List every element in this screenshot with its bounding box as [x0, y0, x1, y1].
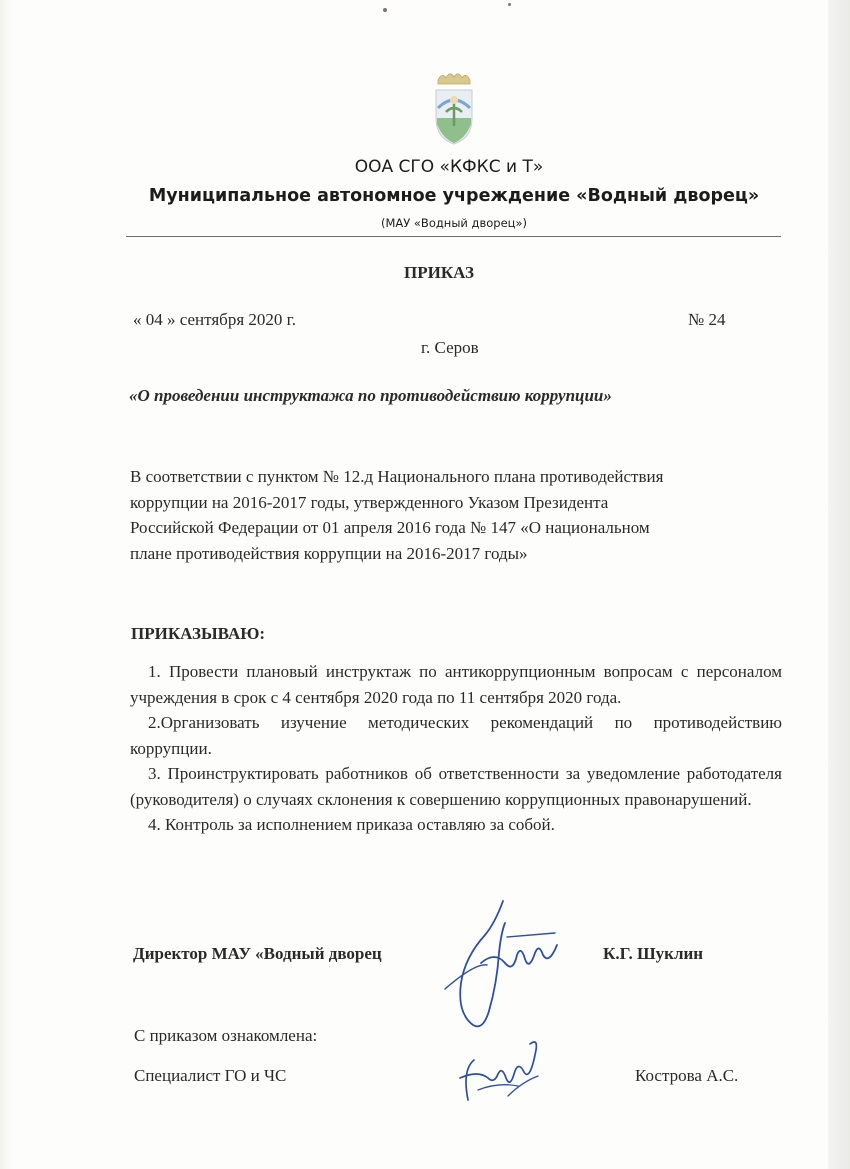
preamble-line: коррупции на 2016-2017 годы, утвержденного Указом Президента: [130, 492, 609, 512]
preamble-line: плане противодействия коррупции на 2016-2017 годы»: [130, 543, 528, 563]
order-heading: ПРИКАЗЫВАЮ:: [131, 624, 266, 643]
specialist-name: Кострова А.С.: [635, 1066, 739, 1085]
document-number: № 24: [688, 310, 726, 329]
scan-speck: [383, 8, 387, 12]
director-title: Директор МАУ «Водный дворец: [133, 944, 382, 963]
order-items: [130, 659, 782, 838]
organization-parent: ООА СГО «КФКС и Т»: [354, 157, 544, 177]
preamble-line: В соответствии с пунктом № 12.д Национального плана противодействия: [130, 467, 664, 486]
director-name: К.Г. Шуклин: [603, 944, 704, 963]
specialist-title: Специалист ГО и ЧС: [134, 1066, 287, 1085]
scan-speck: [508, 3, 511, 6]
order-item: 1. Провести плановый инструктаж по антикоррупционным вопросам с персоналом учреждения в срок с 4 сентября 2020 года по 11 сентября 2020 года.: [130, 662, 782, 707]
organization-short-name: (МАУ «Водный дворец»): [380, 216, 528, 230]
document-date: « 04 » сентября 2020 г.: [133, 310, 296, 329]
document-title: ПРИКАЗ: [404, 263, 474, 282]
order-item: 4. Контроль за исполнением приказа оставляю за собой.: [148, 815, 555, 834]
specialist-signature: [448, 1030, 548, 1110]
header-divider: [126, 236, 781, 237]
document-subject: «О проведении инструктажа по противодействию коррупции»: [129, 386, 612, 405]
organization-name: Муниципальное автономное учреждение «Водный дворец»: [148, 186, 760, 206]
order-item: 2.Организовать изучение методических рекомендаций по противодействию коррупции.: [130, 713, 782, 758]
coat-of-arms-icon: [428, 68, 480, 148]
director-signature: [425, 893, 585, 1038]
scan-edge-left: [0, 0, 12, 1169]
preamble: [130, 464, 770, 566]
acknowledgement-label: С приказом ознакомлена:: [134, 1026, 318, 1045]
document-city: г. Серов: [421, 338, 479, 357]
order-item: 3. Проинструктировать работников об ответственности за уведомление работодателя (руководителя) о случаях склонения к совершению коррупционных правонарушений.: [130, 764, 782, 809]
preamble-line: Российской Федерации от 01 апреля 2016 года № 147 «О национальном: [130, 518, 650, 537]
